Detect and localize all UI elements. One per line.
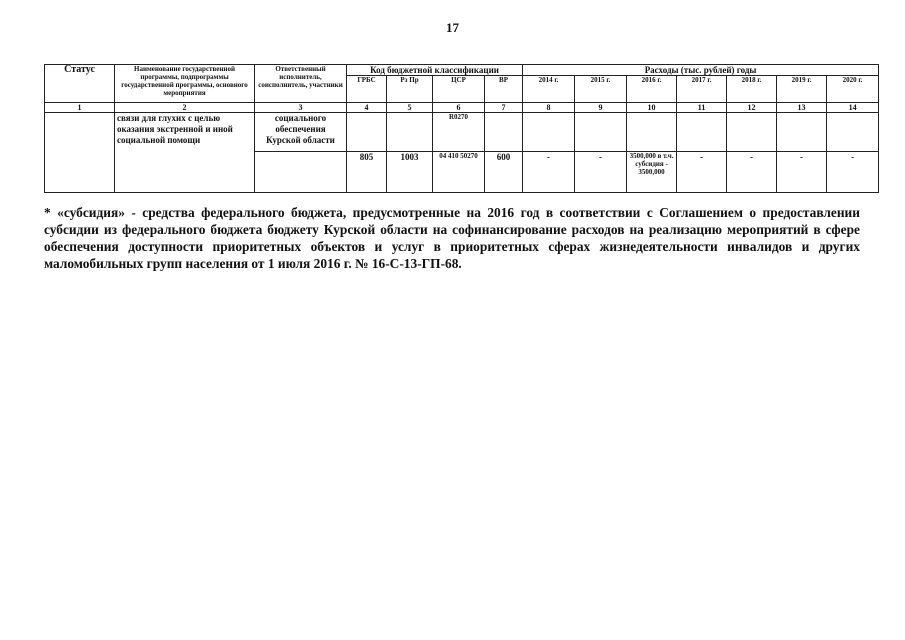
value-cell xyxy=(677,113,727,152)
budget-table xyxy=(44,64,879,193)
header-rzpr: Рз Пр xyxy=(387,76,433,103)
value-cell xyxy=(523,113,575,152)
header-year-2020: 2020 г. xyxy=(827,76,879,103)
value-2017-cell: - xyxy=(677,152,727,193)
csr-cell: 04 410 50270 xyxy=(433,152,485,193)
column-number-row xyxy=(45,103,879,113)
footnote: * «субсидия» - средства федерального бюджета, предусмотренные на 2016 год в соответствии с Соглашением о предоставлении субсидии из федерального бюджета бюджету Курской области на софинансирование расходов на реализацию мероприятий в сфере обеспечения доступности приоритетных объектов и услуг в приоритетных сферах жизнедеятельности инвалидов и других маломобильных групп населения от 1 июля 2016 г. № 16-С-13-ГП-68. xyxy=(44,205,860,271)
rzpr-cell xyxy=(387,113,433,152)
column-number: 11 xyxy=(677,103,727,113)
value-2020-cell: - xyxy=(827,152,879,193)
executor-cell xyxy=(255,152,347,193)
value-2015-cell: - xyxy=(575,152,627,193)
table-row xyxy=(45,113,879,152)
header-year-2019: 2019 г. xyxy=(777,76,827,103)
value-2016-cell: 3500,000 в т.ч. субсидия - 3500,000 xyxy=(627,152,677,193)
header-csr: ЦСР xyxy=(433,76,485,103)
page-number: 17 xyxy=(446,20,459,35)
column-number: 5 xyxy=(387,103,433,113)
value-cell xyxy=(827,113,879,152)
header-vr: ВР xyxy=(485,76,523,103)
executor-cell: социального обеспечения Курской области xyxy=(255,113,347,152)
status-cell xyxy=(45,113,115,193)
grbs-cell: 805 xyxy=(347,152,387,193)
header-grbs: ГРБС xyxy=(347,76,387,103)
header-year-2018: 2018 г. xyxy=(727,76,777,103)
value-cell xyxy=(777,113,827,152)
column-number: 8 xyxy=(523,103,575,113)
value-cell xyxy=(575,113,627,152)
value-cell xyxy=(627,113,677,152)
header-executor: Ответственный исполнитель, соисполнитель, участники xyxy=(255,65,347,103)
value-2019-cell: - xyxy=(777,152,827,193)
value-cell xyxy=(727,113,777,152)
column-number: 14 xyxy=(827,103,879,113)
csr-cell: R0270 xyxy=(433,113,485,152)
header-expenses: Расходы (тыс. рублей) годы xyxy=(523,65,879,76)
value-2014-cell: - xyxy=(523,152,575,193)
value-2018-cell: - xyxy=(727,152,777,193)
column-number: 2 xyxy=(115,103,255,113)
header-year-2014: 2014 г. xyxy=(523,76,575,103)
column-number: 6 xyxy=(433,103,485,113)
column-number: 13 xyxy=(777,103,827,113)
rzpr-cell: 1003 xyxy=(387,152,433,193)
header-budget-code: Код бюджетной классификации xyxy=(347,65,523,76)
column-number: 3 xyxy=(255,103,347,113)
column-number: 1 xyxy=(45,103,115,113)
vr-cell xyxy=(485,113,523,152)
header-program-name: Наименование государственной программы, подпрограммы государственной программы, основного мероприятия xyxy=(115,65,255,103)
column-number: 7 xyxy=(485,103,523,113)
header-status: Статус xyxy=(45,65,115,103)
program-name-cell: связи для глухих с целью оказания экстренной и иной социальной помощи xyxy=(115,113,255,193)
column-number: 4 xyxy=(347,103,387,113)
header-row-1 xyxy=(45,65,879,76)
header-year-2016: 2016 г. xyxy=(627,76,677,103)
header-year-2015: 2015 г. xyxy=(575,76,627,103)
grbs-cell xyxy=(347,113,387,152)
vr-cell: 600 xyxy=(485,152,523,193)
column-number: 10 xyxy=(627,103,677,113)
header-year-2017: 2017 г. xyxy=(677,76,727,103)
column-number: 9 xyxy=(575,103,627,113)
column-number: 12 xyxy=(727,103,777,113)
